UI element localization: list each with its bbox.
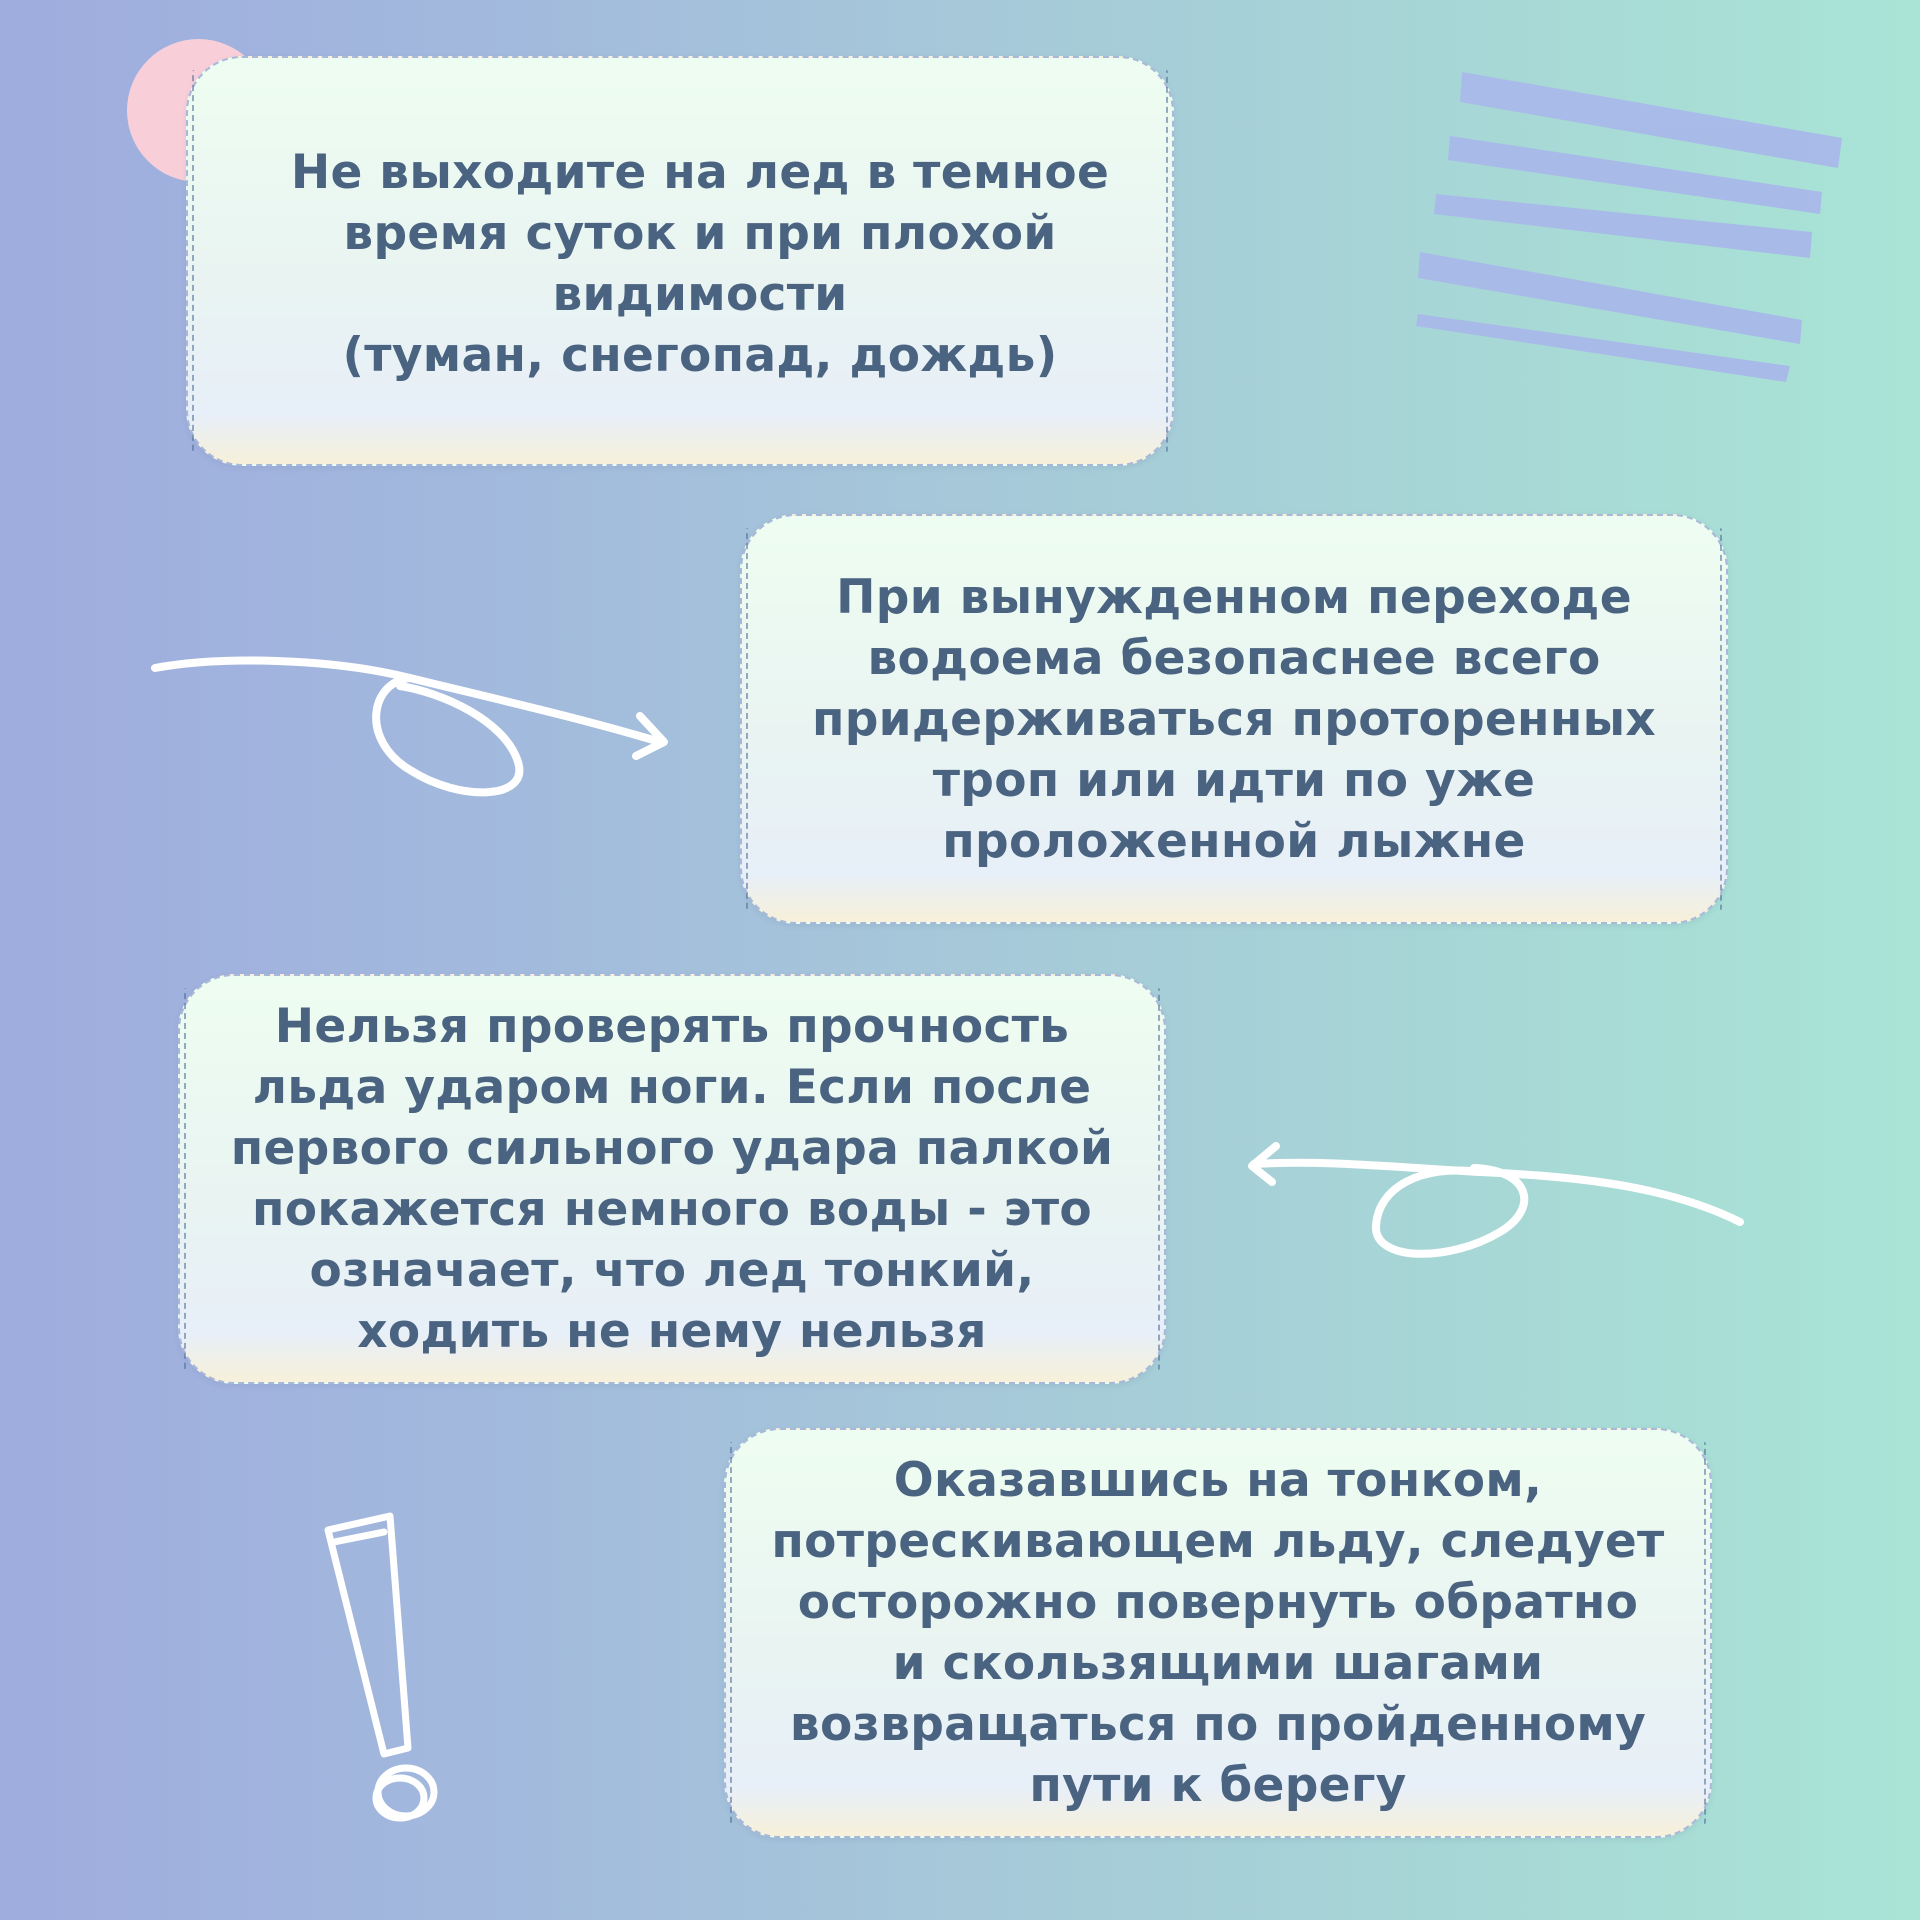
exclamation-mark-icon — [328, 1516, 434, 1818]
tip-card-ice-strength — [178, 974, 1166, 1384]
stripes-decoration — [1416, 72, 1842, 382]
tip-card-thin-ice — [724, 1428, 1712, 1838]
tip-card-crossing — [740, 514, 1728, 924]
tip-text: Нельзя проверять прочность льда ударом ноги. Если после первого сильного удара палкой покажется немного воды - это означает, что лед тонкий, ходить не нему нельзя — [230, 999, 1114, 1359]
tip-text: Не выходите на лед в темное время суток и при плохой видимости (туман, снегопад, дождь) — [290, 145, 1110, 383]
tip-text: При вынужденном переходе водоема безопаснее всего придерживаться проторенных троп или идти по уже проложенной лыжне — [811, 569, 1657, 869]
scribble-arrow-left-icon — [1252, 1146, 1740, 1254]
tip-text: Оказавшись на тонком, потрескивающем льду, следует осторожно повернуть обратно и скользящими шагами возвращаться по пройденному пути к берегу — [771, 1453, 1665, 1813]
scribble-arrow-right-icon — [155, 661, 664, 793]
tip-card-dark-time — [186, 56, 1174, 466]
